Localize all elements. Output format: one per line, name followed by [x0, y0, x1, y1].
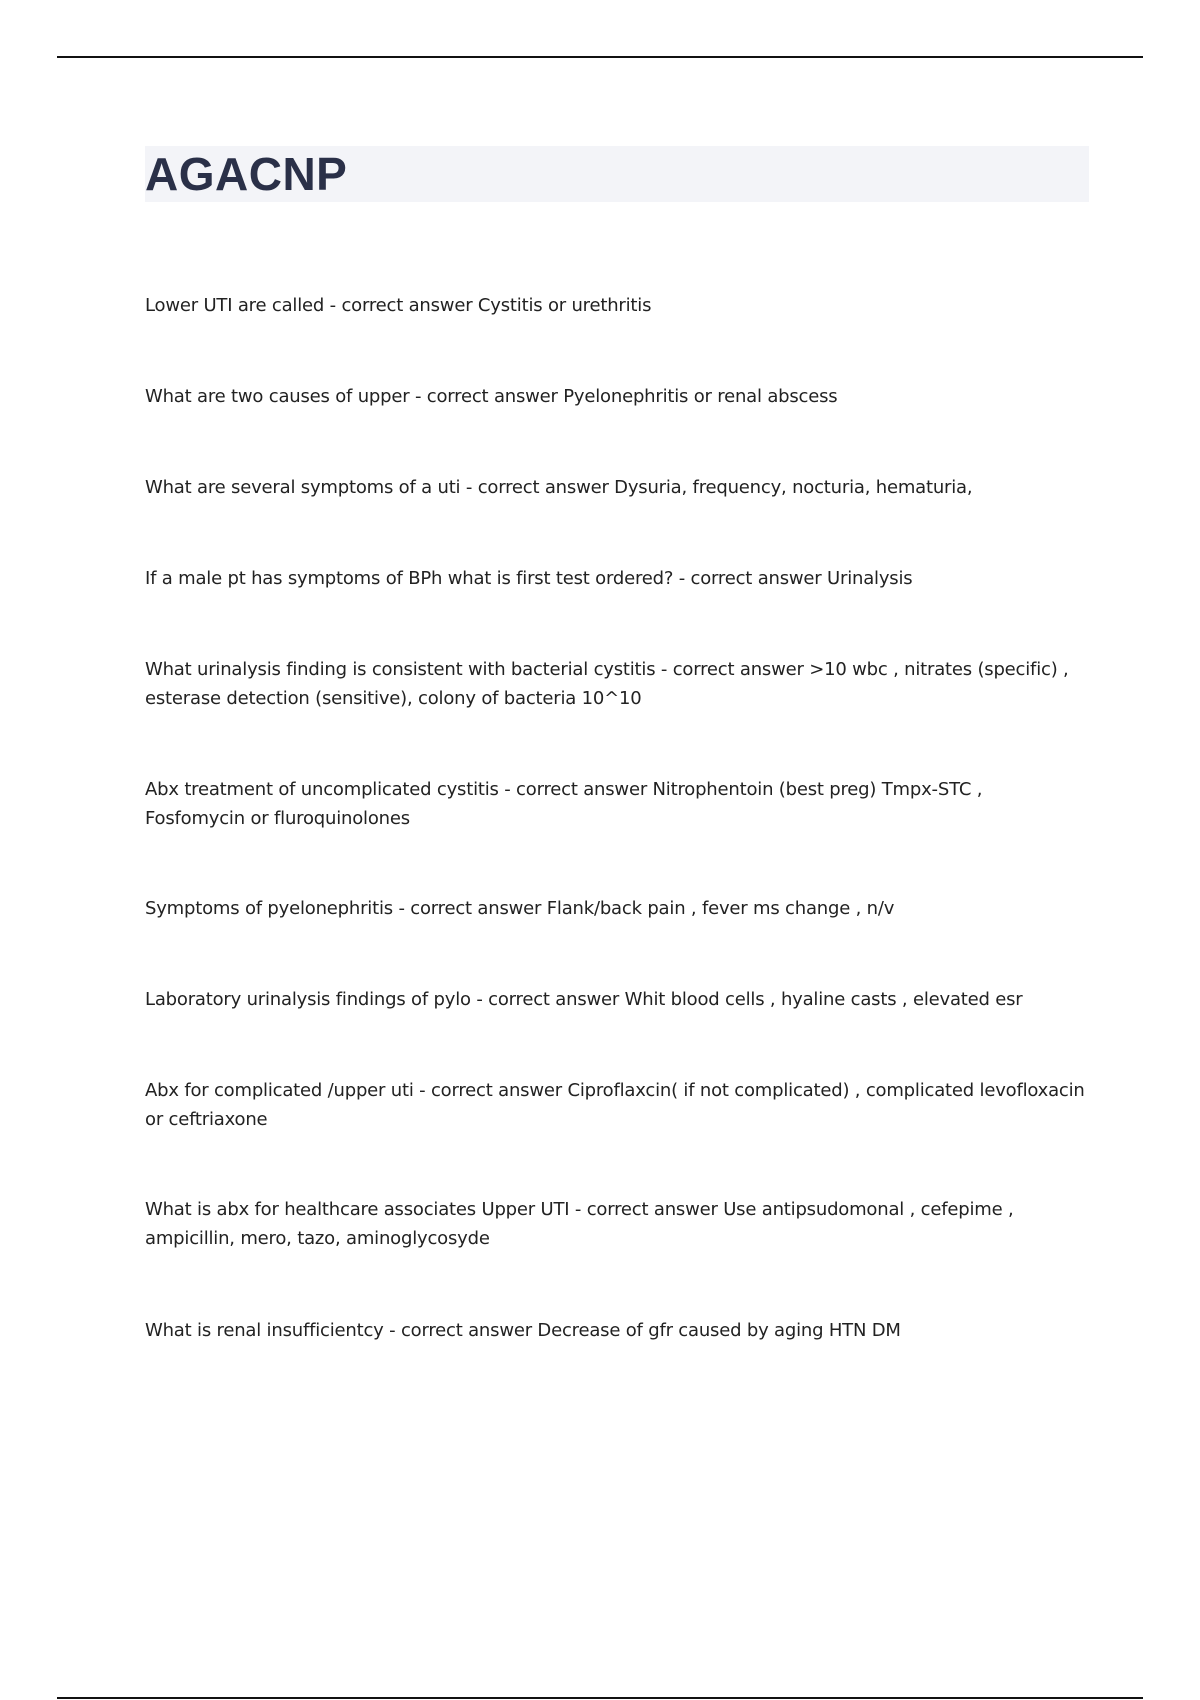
- bottom-rule: [57, 1697, 1143, 1699]
- qa-item: Symptoms of pyelonephritis - correct answer Flank/back pain , fever ms change , n/v: [145, 898, 895, 919]
- qa-item: Abx treatment of uncomplicated cystitis - correct answer Nitrophentoin (best preg) Tmpx-STC , Fosfomycin or fluroquinolones: [145, 779, 983, 829]
- qa-item: What is renal insufficientcy - correct answer Decrease of gfr caused by aging HTN DM: [145, 1320, 901, 1341]
- top-rule: [57, 56, 1143, 58]
- qa-item: Abx for complicated /upper uti - correct answer Ciproflaxcin( if not complicated) , complicated levofloxacin or ceftriaxone: [145, 1080, 1085, 1130]
- page-title: AGACNP: [145, 148, 348, 200]
- qa-item: Lower UTI are called - correct answer Cystitis or urethritis: [145, 295, 652, 316]
- qa-item: Laboratory urinalysis findings of pylo - correct answer Whit blood cells , hyaline casts , elevated esr: [145, 989, 1023, 1010]
- qa-item: If a male pt has symptoms of BPh what is first test ordered? - correct answer Urinalysis: [145, 568, 913, 589]
- qa-item: What urinalysis finding is consistent with bacterial cystitis - correct answer >10 wbc , nitrates (specific) , esterase detection (sensitive), colony of bacteria 10^10: [145, 659, 1069, 709]
- qa-item: What are several symptoms of a uti - correct answer Dysuria, frequency, nocturia, hematuria,: [145, 477, 973, 498]
- qa-item: What is abx for healthcare associates Upper UTI - correct answer Use antipsudomonal , cefepime , ampicillin, mero, tazo, aminoglycosyde: [145, 1199, 1014, 1249]
- qa-item: What are two causes of upper - correct answer Pyelonephritis or renal abscess: [145, 386, 838, 407]
